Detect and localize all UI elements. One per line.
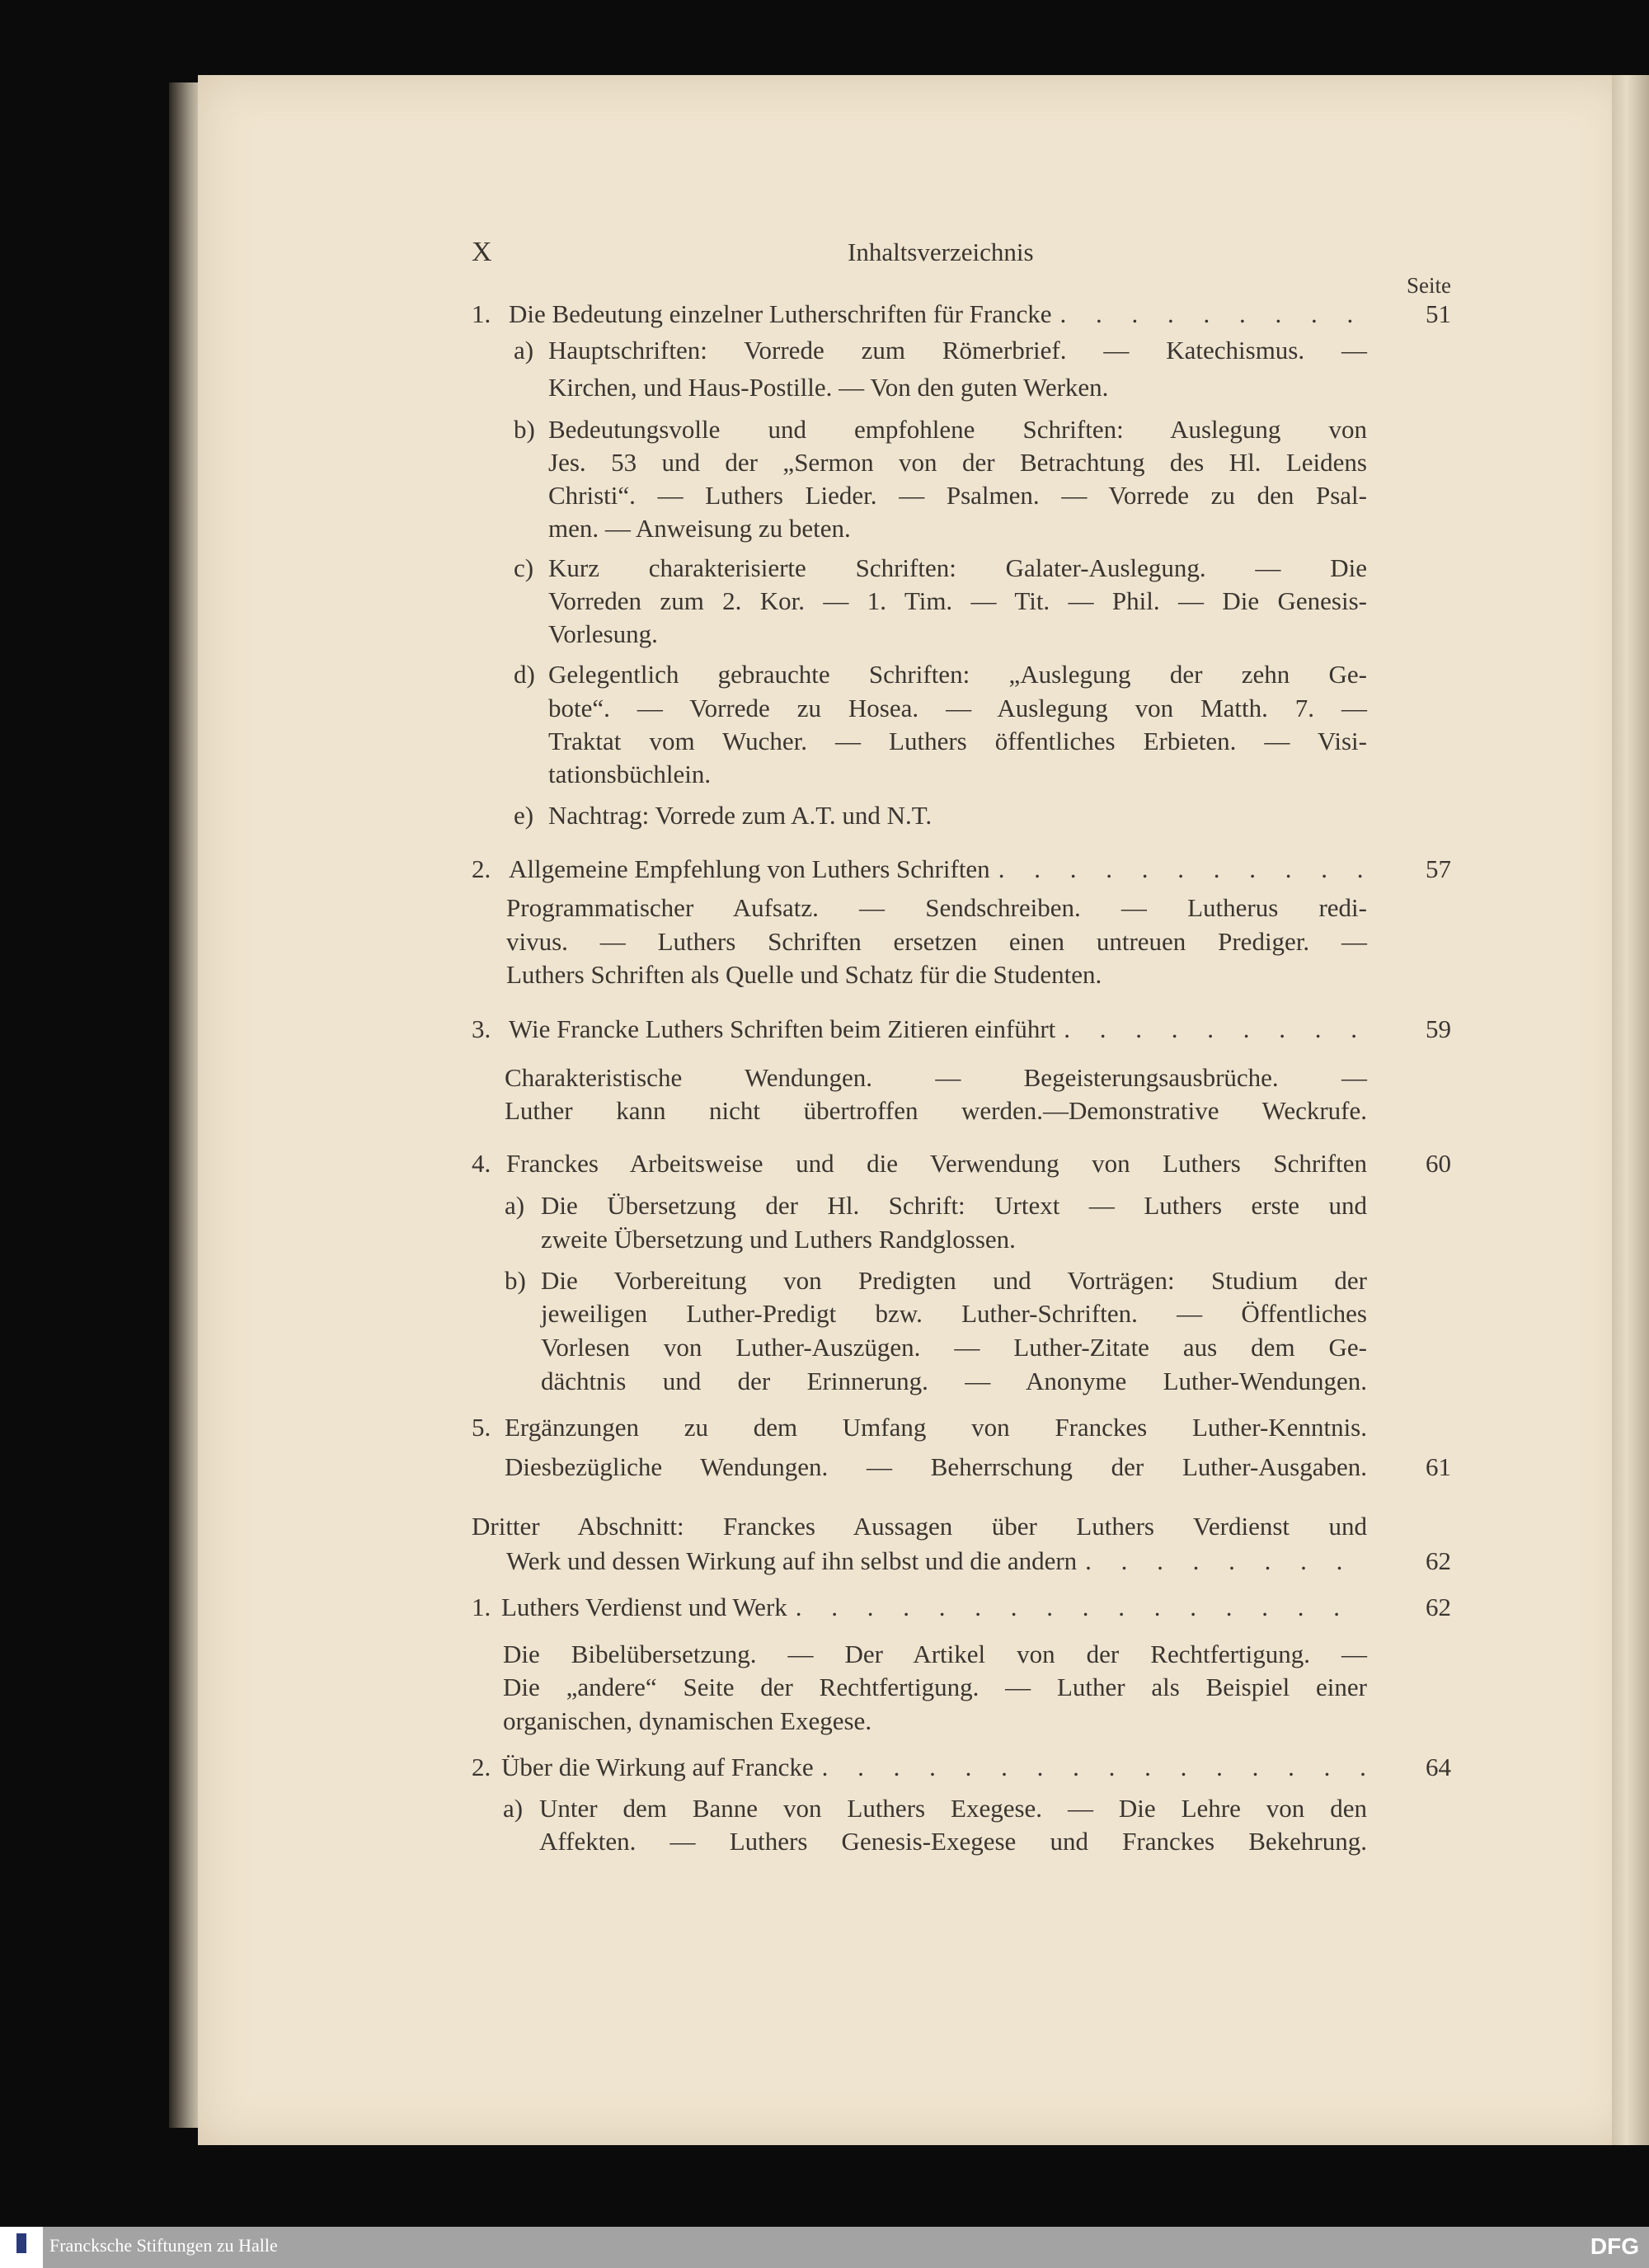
sub-line: dächtnis und der Erinnerung. — Anonyme Luther-Wendungen. xyxy=(541,1367,1367,1395)
summary-line: Programmatischer Aufsatz. — Sendschreiben. — Lutherus redi- xyxy=(506,893,1367,922)
toc-entry[interactable] xyxy=(509,852,1367,886)
dfg-logo[interactable]: DFG xyxy=(1590,2233,1639,2259)
entry-number: 3. xyxy=(472,1014,491,1043)
entry-title: Luthers Verdienst und Werk xyxy=(501,1593,787,1621)
institution-name[interactable]: Francksche Stiftungen zu Halle xyxy=(49,2235,278,2256)
sub-line: Kurz charakterisierte Schriften: Galater-Auslegung. — Die xyxy=(548,553,1367,582)
summary-line: Die Bibelübersetzung. — Der Artikel von der Rechtfertigung. — xyxy=(503,1640,1367,1668)
sub-line: zweite Übersetzung und Luthers Randglossen. xyxy=(541,1225,1016,1254)
sub-line: Jes. 53 und der „Sermon von der Betrachtung des Hl. Leidens xyxy=(548,448,1367,477)
entry-number: 5. xyxy=(472,1413,491,1442)
sub-line: Die Übersetzung der Hl. Schrift: Urtext — Luthers erste und xyxy=(541,1191,1367,1220)
page-ref: 57 xyxy=(1426,854,1451,883)
summary-line: Diesbezügliche Wendungen. — Beherrschung der Luther-Ausgaben. xyxy=(505,1452,1367,1481)
toc-entry[interactable]: Franckes Arbeitsweise und die Verwendung von Luthers Schriften xyxy=(506,1149,1367,1178)
dot-leader xyxy=(822,1750,1367,1784)
entry-title: Die Bedeutung einzelner Lutherschriften für Francke xyxy=(509,299,1052,328)
summary-line: Charakteristische Wendungen. — Begeisterungsausbrüche. — xyxy=(505,1063,1367,1092)
sub-line: Nachtrag: Vorrede zum A.T. und N.T. xyxy=(548,801,933,830)
sub-label: d) xyxy=(514,660,535,689)
summary-line: Luthers Schriften als Quelle und Schatz für die Studenten. xyxy=(506,960,1102,989)
page-ref: 62 xyxy=(1426,1593,1451,1621)
institution-logo-icon[interactable] xyxy=(0,2227,43,2268)
entry-title: Über die Wirkung auf Francke xyxy=(501,1753,814,1781)
sub-label: c) xyxy=(514,553,534,582)
seite-label: Seite xyxy=(1407,273,1451,298)
entry-title: Allgemeine Empfehlung von Luthers Schriften xyxy=(509,854,990,883)
sub-line: Gelegentlich gebrauchte Schriften: „Auslegung der zehn Ge- xyxy=(548,660,1367,689)
entry-title: Wie Francke Luthers Schriften beim Zitieren einführt xyxy=(509,1014,1056,1043)
sub-line: men. — Anweisung zu beten. xyxy=(548,514,851,543)
sub-line: Traktat vom Wucher. — Luthers öffentliches Erbieten. — Visi- xyxy=(548,727,1367,755)
sub-label: a) xyxy=(505,1191,525,1220)
toc-entry[interactable] xyxy=(501,1750,1367,1784)
summary-line: Die „andere“ Seite der Rechtfertigung. — Luther als Beispiel einer xyxy=(503,1673,1367,1701)
toc-entry[interactable] xyxy=(509,297,1367,331)
sub-line: bote“. — Vorrede zu Hosea. — Auslegung von Matth. 7. — xyxy=(548,694,1367,722)
page-ref: 62 xyxy=(1426,1546,1451,1575)
entry-number: 1. xyxy=(472,1593,491,1621)
book-right-edge xyxy=(1612,75,1649,2145)
page-ref: 64 xyxy=(1426,1753,1451,1781)
sub-line: jeweiligen Luther-Predigt bzw. Luther-Schriften. — Öffentliches xyxy=(541,1299,1367,1328)
entry-number: 2. xyxy=(472,1753,491,1781)
sub-label: a) xyxy=(503,1794,524,1823)
sub-label: e) xyxy=(514,801,534,830)
sub-label: a) xyxy=(514,336,534,365)
sub-line: Affekten. — Luthers Genesis-Exegese und Franckes Bekehrung. xyxy=(539,1827,1367,1856)
dot-leader xyxy=(796,1590,1367,1624)
running-title: Inhaltsverzeichnis xyxy=(848,238,1034,266)
entry-number: 2. xyxy=(472,854,491,883)
toc-entry[interactable] xyxy=(509,1012,1367,1046)
part-heading-cont xyxy=(506,1544,1367,1578)
summary-line: Luther kann nicht übertroffen werden.—Demonstrative Weckrufe. xyxy=(505,1096,1367,1125)
page-number-roman: X xyxy=(472,237,492,267)
sub-line: Unter dem Banne von Luthers Exegese. — Die Lehre von den xyxy=(539,1794,1367,1823)
page-ref: 60 xyxy=(1426,1149,1451,1178)
book-left-edge xyxy=(169,82,202,2128)
dot-leader xyxy=(1085,1544,1367,1578)
page-ref: 59 xyxy=(1426,1014,1451,1043)
page-ref: 51 xyxy=(1426,299,1451,328)
part-heading[interactable]: Dritter Abschnitt: Franckes Aussagen über Luthers Verdienst und xyxy=(472,1512,1367,1541)
sub-line: tationsbüchlein. xyxy=(548,760,712,788)
sub-label: b) xyxy=(505,1266,526,1295)
entry-number: 4. xyxy=(472,1149,491,1178)
sub-line: Vorreden zum 2. Kor. — 1. Tim. — Tit. — Phil. — Die Genesis- xyxy=(548,586,1367,615)
part-heading-text: Werk und dessen Wirkung auf ihn selbst und die andern xyxy=(506,1546,1078,1575)
dot-leader xyxy=(998,852,1367,886)
toc-entry[interactable]: Ergänzungen zu dem Umfang von Franckes Luther-Kenntnis. xyxy=(505,1413,1367,1442)
dot-leader xyxy=(1064,1012,1367,1046)
sub-line: Hauptschriften: Vorrede zum Römerbrief. — Katechismus. — xyxy=(548,336,1367,365)
sub-line: Christi“. — Luthers Lieder. — Psalmen. — Vorrede zu den Psal- xyxy=(548,481,1367,510)
toc-entry[interactable] xyxy=(501,1590,1367,1624)
sub-label: b) xyxy=(514,415,535,444)
page-ref: 61 xyxy=(1426,1452,1451,1481)
dot-leader xyxy=(1059,297,1367,331)
sub-line: Die Vorbereitung von Predigten und Vorträgen: Studium der xyxy=(541,1266,1367,1295)
sub-line: Kirchen, und Haus-Postille. — Von den guten Werken. xyxy=(548,373,1109,402)
sub-line: Bedeutungsvolle und empfohlene Schriften: Auslegung von xyxy=(548,415,1367,444)
sub-line: Vorlesen von Luther-Auszügen. — Luther-Zitate aus dem Ge- xyxy=(541,1333,1367,1362)
sub-line: Vorlesung. xyxy=(548,619,658,648)
viewer-footer-bar xyxy=(0,2227,1649,2268)
summary-line: organischen, dynamischen Exegese. xyxy=(503,1706,872,1735)
entry-number: 1. xyxy=(472,299,491,328)
summary-line: vivus. — Luthers Schriften ersetzen einen untreuen Prediger. — xyxy=(506,927,1367,956)
